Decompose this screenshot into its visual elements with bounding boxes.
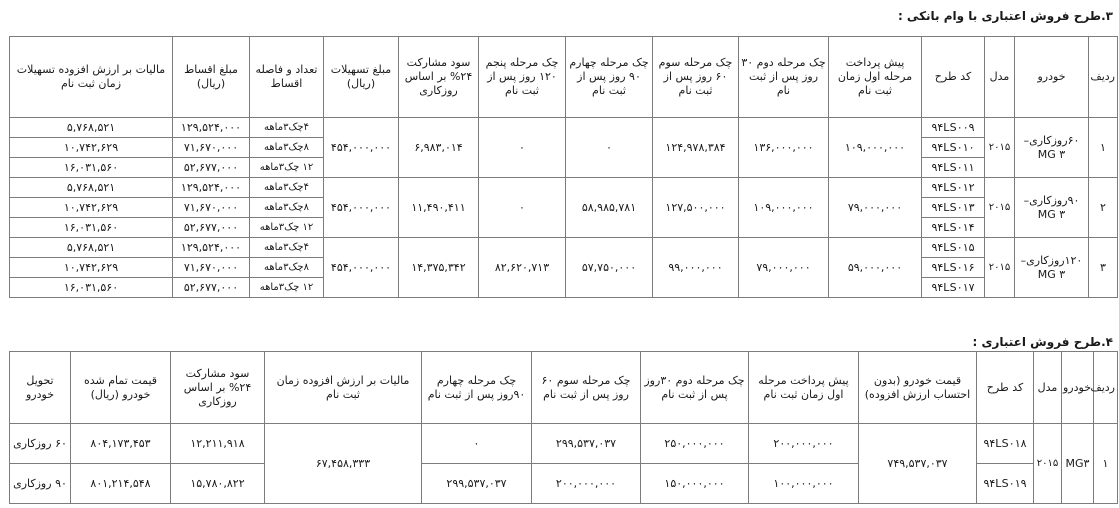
vat-amount: ۶۷,۴۵۸,۳۳۳	[265, 424, 422, 504]
vat-amount: ۱۰,۷۴۲,۶۲۹	[10, 198, 173, 218]
model-year: ۲۰۱۵	[985, 118, 1015, 178]
check5: ۰	[479, 178, 566, 238]
col-check2: چک مرحله دوم ۳۰روز پس از ثبت نام	[641, 352, 749, 424]
col-car: خودرو	[1015, 37, 1089, 118]
plan-code: ۹۴LS۰۱۰	[922, 138, 985, 158]
col-check4: چک مرحله چهارم ۹۰ روز پس از ثبت نام	[566, 37, 653, 118]
col-check3: چک مرحله سوم ۶۰ روز پس از ثبت نام	[532, 352, 641, 424]
car-name: ۱۲۰روزکاری–MG ۳	[1015, 238, 1089, 298]
vat-amount: ۱۶,۰۳۱,۵۶۰	[10, 158, 173, 178]
col-code: کد طرح	[977, 352, 1034, 424]
col-car: خودرو	[1062, 352, 1094, 424]
col-prepay: پیش پرداخت مرحله اول زمان ثبت نام	[829, 37, 922, 118]
installment-amount: ۵۲,۶۷۷,۰۰۰	[173, 158, 250, 178]
check3: ۲۹۹,۵۳۷,۰۳۷	[532, 424, 641, 464]
profit: ۱۴,۳۷۵,۳۴۲	[399, 238, 479, 298]
installment-amount: ۵۲,۶۷۷,۰۰۰	[173, 218, 250, 238]
check4: ۵۸,۹۸۵,۷۸۱	[566, 178, 653, 238]
vat-amount: ۱۶,۰۳۱,۵۶۰	[10, 218, 173, 238]
installment-count: ۴چک۳ماهه	[250, 238, 324, 258]
row-number: ۱	[1089, 118, 1118, 178]
installment-amount: ۵۲,۶۷۷,۰۰۰	[173, 278, 250, 298]
prepay: ۷۹,۰۰۰,۰۰۰	[829, 178, 922, 238]
prepay: ۲۰۰,۰۰۰,۰۰۰	[749, 424, 859, 464]
car-name: ۶۰روزکاری– MG ۳	[1015, 118, 1089, 178]
profit: ۱۵,۷۸۰,۸۲۲	[171, 464, 265, 504]
check5: ۸۲,۶۲۰,۷۱۳	[479, 238, 566, 298]
facility-amount: ۴۵۴,۰۰۰,۰۰۰	[324, 238, 399, 298]
facility-amount: ۴۵۴,۰۰۰,۰۰۰	[324, 178, 399, 238]
prepay: ۵۹,۰۰۰,۰۰۰	[829, 238, 922, 298]
row-number: ۲	[1089, 178, 1118, 238]
col-profit: سود مشارکت ۲۴% بر اساس روزکاری	[171, 352, 265, 424]
col-vat: مالیات بر ارزش افزوده زمان ثبت نام	[265, 352, 422, 424]
col-code: کد طرح	[922, 37, 985, 118]
col-facility: مبلغ تسهیلات (ریال)	[324, 37, 399, 118]
credit-sale-table	[9, 351, 1118, 504]
prepay: ۱۰۹,۰۰۰,۰۰۰	[829, 118, 922, 178]
installment-amount: ۷۱,۶۷۰,۰۰۰	[173, 138, 250, 158]
plan-code: ۹۴LS۰۱۱	[922, 158, 985, 178]
vat-amount: ۵,۷۶۸,۵۲۱	[10, 238, 173, 258]
plan-code: ۹۴LS۰۱۳	[922, 198, 985, 218]
installment-count: ۱۲ چک۳ماهه	[250, 278, 324, 298]
credit-sale-bank-loan-table	[9, 36, 1118, 298]
plan-code: ۹۴LS۰۱۴	[922, 218, 985, 238]
plan-code: ۹۴LS۰۰۹	[922, 118, 985, 138]
col-check3: چک مرحله سوم ۶۰ روز پس از ثبت نام	[653, 37, 739, 118]
check4: ۰	[566, 118, 653, 178]
plan-code: ۹۴LS۰۱۹	[977, 464, 1034, 504]
check2: ۱۰۹,۰۰۰,۰۰۰	[739, 178, 829, 238]
table-row	[10, 424, 1118, 464]
installment-count: ۸چک۳ماهه	[250, 138, 324, 158]
check3: ۲۰۰,۰۰۰,۰۰۰	[532, 464, 641, 504]
col-installment-count: تعداد و فاصله اقساط	[250, 37, 324, 118]
check2: ۱۵۰,۰۰۰,۰۰۰	[641, 464, 749, 504]
installment-amount: ۱۲۹,۵۲۴,۰۰۰	[173, 178, 250, 198]
model-year: ۲۰۱۵	[985, 178, 1015, 238]
col-row: ردیف	[1094, 352, 1118, 424]
plan-code: ۹۴LS۰۱۶	[922, 258, 985, 278]
col-prepay: پیش پرداخت مرحله اول زمان ثبت نام	[749, 352, 859, 424]
check2: ۷۹,۰۰۰,۰۰۰	[739, 238, 829, 298]
check3: ۹۹,۰۰۰,۰۰۰	[653, 238, 739, 298]
check3: ۱۲۷,۵۰۰,۰۰۰	[653, 178, 739, 238]
installment-count: ۸چک۳ماهه	[250, 258, 324, 278]
installment-count: ۴چک۳ماهه	[250, 178, 324, 198]
check4: ۵۷,۷۵۰,۰۰۰	[566, 238, 653, 298]
table-row	[10, 178, 1118, 198]
col-model: مدل	[1034, 352, 1062, 424]
installment-count: ۸چک۳ماهه	[250, 198, 324, 218]
check4: ۰	[422, 424, 532, 464]
profit: ۶,۹۸۳,۰۱۴	[399, 118, 479, 178]
installment-amount: ۱۲۹,۵۲۴,۰۰۰	[173, 118, 250, 138]
check5: ۰	[479, 118, 566, 178]
header-row	[10, 37, 1118, 118]
total-price: ۸۰۴,۱۷۳,۴۵۳	[71, 424, 171, 464]
col-total: قیمت تمام شده خودرو (ریال)	[71, 352, 171, 424]
prepay: ۱۰۰,۰۰۰,۰۰۰	[749, 464, 859, 504]
installment-amount: ۱۲۹,۵۲۴,۰۰۰	[173, 238, 250, 258]
car-name: MG۳	[1062, 424, 1094, 504]
installment-count: ۱۲ چک۳ماهه	[250, 218, 324, 238]
facility-amount: ۴۵۴,۰۰۰,۰۰۰	[324, 118, 399, 178]
delivery-time: ۶۰ روزکاری	[10, 424, 71, 464]
section3-heading: ۳.طرح فروش اعتباری با وام بانکی :	[897, 9, 1113, 23]
row-number: ۱	[1094, 424, 1118, 504]
plan-code: ۹۴LS۰۱۲	[922, 178, 985, 198]
col-profit: سود مشارکت ۲۴% بر اساس روزکاری	[399, 37, 479, 118]
section4-heading: ۴.طرح فروش اعتباری :	[972, 335, 1113, 349]
car-name: ۹۰روزکاری– MG ۳	[1015, 178, 1089, 238]
plan-code: ۹۴LS۰۱۷	[922, 278, 985, 298]
vat-amount: ۱۰,۷۴۲,۶۲۹	[10, 258, 173, 278]
col-model: مدل	[985, 37, 1015, 118]
table-row	[10, 238, 1118, 258]
total-price: ۸۰۱,۲۱۴,۵۴۸	[71, 464, 171, 504]
header-row	[10, 352, 1118, 424]
check2: ۱۳۶,۰۰۰,۰۰۰	[739, 118, 829, 178]
plan-code: ۹۴LS۰۱۵	[922, 238, 985, 258]
vat-amount: ۱۶,۰۳۱,۵۶۰	[10, 278, 173, 298]
col-check4: چک مرحله چهارم ۹۰روز پس از ثبت نام	[422, 352, 532, 424]
check3: ۱۲۴,۹۷۸,۳۸۴	[653, 118, 739, 178]
profit: ۱۲,۲۱۱,۹۱۸	[171, 424, 265, 464]
delivery-time: ۹۰ روزکاری	[10, 464, 71, 504]
col-installment-amount: مبلغ اقساط (ریال)	[173, 37, 250, 118]
model-year: ۲۰۱۵	[1034, 424, 1062, 504]
check4: ۲۹۹,۵۳۷,۰۳۷	[422, 464, 532, 504]
plan-code: ۹۴LS۰۱۸	[977, 424, 1034, 464]
col-vat: مالیات بر ارزش افزوده تسهیلات زمان ثبت نام	[10, 37, 173, 118]
col-price: قیمت خودرو (بدون احتساب ارزش افزوده)	[859, 352, 977, 424]
col-row: ردیف	[1089, 37, 1118, 118]
col-delivery: تحویل خودرو	[10, 352, 71, 424]
installment-count: ۴چک۳ماهه	[250, 118, 324, 138]
car-price: ۷۴۹,۵۳۷,۰۳۷	[859, 424, 977, 504]
col-check5: چک مرحله پنجم ۱۲۰ روز پس از ثبت نام	[479, 37, 566, 118]
vat-amount: ۵,۷۶۸,۵۲۱	[10, 118, 173, 138]
installment-amount: ۷۱,۶۷۰,۰۰۰	[173, 198, 250, 218]
installment-count: ۱۲ چک۳ماهه	[250, 158, 324, 178]
col-check2: چک مرحله دوم ۳۰ روز پس از ثبت نام	[739, 37, 829, 118]
table-row	[10, 118, 1118, 138]
model-year: ۲۰۱۵	[985, 238, 1015, 298]
vat-amount: ۵,۷۶۸,۵۲۱	[10, 178, 173, 198]
profit: ۱۱,۴۹۰,۴۱۱	[399, 178, 479, 238]
installment-amount: ۷۱,۶۷۰,۰۰۰	[173, 258, 250, 278]
check2: ۲۵۰,۰۰۰,۰۰۰	[641, 424, 749, 464]
vat-amount: ۱۰,۷۴۲,۶۲۹	[10, 138, 173, 158]
row-number: ۳	[1089, 238, 1118, 298]
